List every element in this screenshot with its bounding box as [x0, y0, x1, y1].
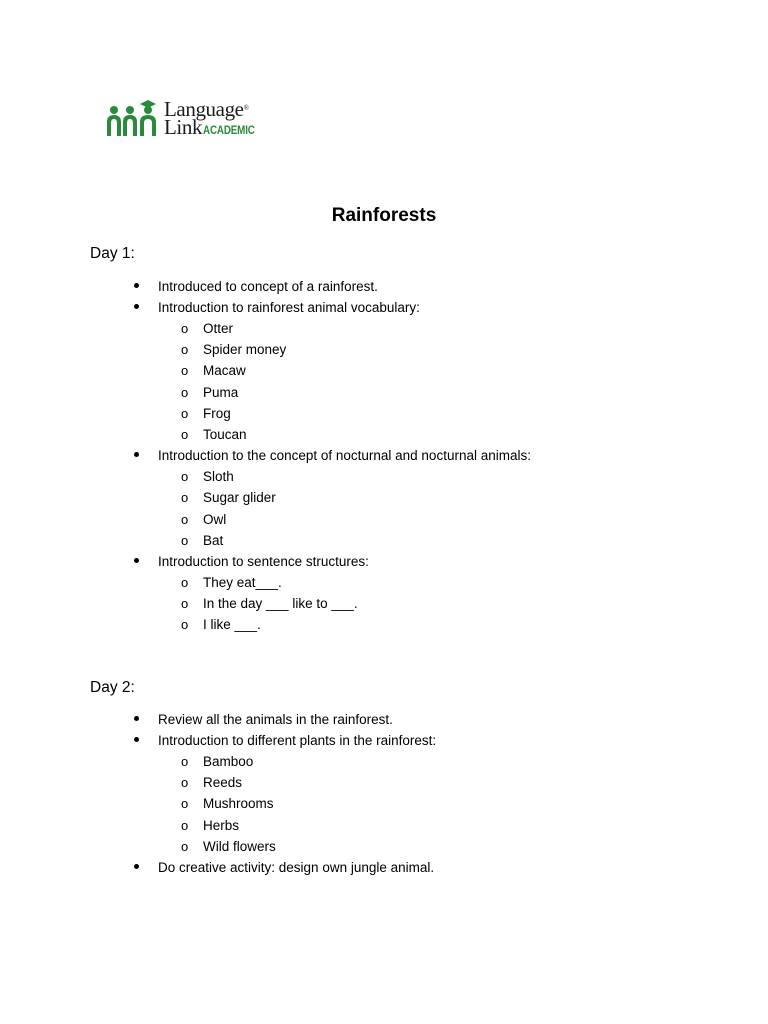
sub-list-item-text: In the day ___ like to ___. — [203, 596, 358, 612]
sub-list-item — [158, 793, 436, 814]
sub-list-item-text: Otter — [203, 321, 234, 336]
sub-list-item-text: Reeds — [203, 775, 243, 791]
list-item-text: Introduction to different plants in the rainforest: — [158, 733, 437, 748]
list-item-text: Introduction to the concept of nocturnal and nocturnal animals: — [158, 448, 531, 464]
sub-list-item — [158, 772, 436, 793]
sub-bullet-icon: o — [181, 796, 189, 812]
sub-bullet-icon: o — [181, 575, 189, 591]
sub-bullet-icon: o — [181, 838, 189, 854]
logo-wordmark-line1: Language® — [164, 97, 249, 121]
bullet-icon — [134, 452, 139, 457]
sub-bullet-icon: o — [181, 617, 189, 633]
bullet-icon — [134, 558, 139, 563]
bullet-icon — [134, 283, 139, 288]
sub-bullet-icon: o — [181, 321, 189, 336]
people-logo-icon — [106, 98, 162, 138]
sub-list-item — [158, 593, 531, 614]
sub-list-item-text: Puma — [203, 384, 239, 400]
day-1-heading: Day 1: — [90, 245, 135, 262]
sub-list-item-text: Sugar glider — [203, 490, 276, 506]
list-item — [134, 445, 531, 551]
sub-list-item — [158, 403, 531, 424]
sub-list-item — [158, 318, 531, 339]
list-item-text: Introduction to rainforest animal vocabulary: — [158, 300, 420, 315]
sub-list-item — [158, 572, 531, 593]
bullet-icon — [134, 737, 139, 742]
day-2-list — [134, 709, 436, 878]
sub-list-item-text: I like ___. — [203, 617, 261, 633]
sub-list-item-text: Owl — [203, 511, 227, 527]
list-item-text: Review all the animals in the rainforest. — [158, 712, 393, 727]
list-item — [134, 297, 531, 445]
language-link-logo — [106, 98, 276, 140]
sub-list-item-text: Herbs — [203, 817, 240, 833]
sub-list-item — [158, 530, 531, 551]
sub-bullet-icon: o — [181, 427, 189, 443]
sub-list — [158, 572, 531, 636]
list-item — [134, 709, 436, 730]
day-1-list — [134, 276, 531, 636]
sub-list-item-text: Spider money — [203, 342, 287, 358]
sub-list-item — [158, 382, 531, 403]
sub-list-item-text: Toucan — [203, 427, 247, 443]
day-2-heading: Day 2: — [90, 679, 135, 696]
document-title: Rainforests — [331, 205, 437, 226]
sub-bullet-icon: o — [181, 342, 189, 358]
sub-bullet-icon: o — [181, 775, 189, 791]
list-item — [134, 551, 531, 636]
sub-list-item — [158, 487, 531, 508]
bullet-icon — [134, 304, 139, 309]
list-item-text: Introduction to sentence structures: — [158, 554, 369, 570]
sub-list-item-text: Wild flowers — [203, 838, 276, 854]
sub-list-item-text: Bamboo — [203, 754, 254, 769]
sub-bullet-icon: o — [181, 363, 189, 379]
sub-list — [158, 318, 531, 445]
logo-wordmark-line2: LinkACADEMIC — [164, 115, 255, 139]
sub-bullet-icon: o — [181, 384, 189, 400]
sub-bullet-icon: o — [181, 490, 189, 506]
bullet-icon — [134, 716, 139, 721]
sub-list-item — [158, 836, 436, 857]
sub-list-item-text: Bat — [203, 532, 224, 548]
sub-bullet-icon: o — [181, 469, 189, 485]
list-item — [134, 857, 436, 878]
sub-list-item — [158, 751, 436, 772]
sub-list-item — [158, 466, 531, 487]
sub-list-item — [158, 424, 531, 445]
list-item-text: Do creative activity: design own jungle animal. — [158, 860, 435, 876]
sub-list-item-text: Macaw — [203, 363, 246, 379]
list-item-text: Introduced to concept of a rainforest. — [158, 279, 378, 294]
list-item — [134, 276, 531, 297]
sub-list-item — [158, 614, 531, 635]
bullet-icon — [134, 864, 139, 869]
sub-bullet-icon: o — [181, 532, 189, 548]
sub-list-item — [158, 339, 531, 360]
sub-bullet-icon: o — [181, 817, 189, 833]
sub-bullet-icon: o — [181, 511, 189, 527]
sub-bullet-icon: o — [181, 405, 189, 421]
sub-list — [158, 751, 436, 857]
sub-list-item-text: Frog — [203, 405, 231, 421]
sub-bullet-icon: o — [181, 596, 189, 612]
sub-list — [158, 466, 531, 551]
list-item — [134, 730, 436, 857]
sub-list-item-text: Sloth — [203, 469, 234, 485]
sub-list-item — [158, 509, 531, 530]
sub-bullet-icon: o — [181, 754, 189, 769]
sub-list-item — [158, 815, 436, 836]
sub-list-item — [158, 360, 531, 381]
sub-list-item-text: Mushrooms — [203, 796, 274, 812]
sub-list-item-text: They eat___. — [203, 575, 282, 591]
